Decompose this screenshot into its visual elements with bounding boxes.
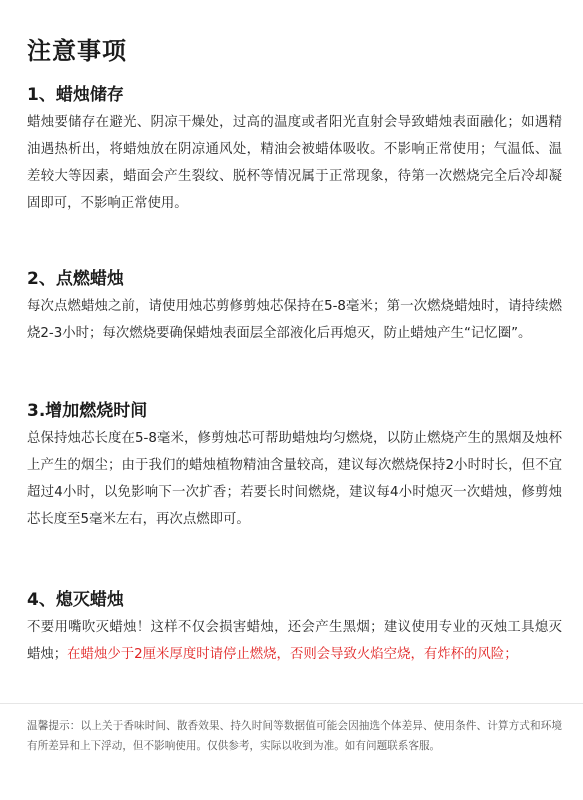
footnote-text: 以上关于香味时间、散香效果、持久时间等数据值可能会因抽选个体差异、使用条件、计算方式和环境有所差异和上下浮动，但不影响使用。仅供参考，实际以收到为准。如有问题联系客服。 xyxy=(27,720,563,752)
section-body: 总保持烛芯长度在5-8毫米，修剪烛芯可帮助蜡烛均匀燃烧，以防止燃烧产生的黑烟及烛杯上产生的烟尘；由于我们的蜡烛植物精油含量较高，建议每次燃烧保持2小时时长，但不宜超过4小时，以免影响下一次扩香；若要长时间燃烧，建议每4小时熄灭一次蜡烛，修剪烛芯长度至5毫米左右，再次点燃即可。 xyxy=(27,431,562,527)
section-body-text: 不要用嘴吹灭蜡烛！这样不仅会损害蜡烛，还会产生黑烟；建议使用专业的灭烛工具熄灭蜡烛； xyxy=(27,620,562,662)
section-candle-storage xyxy=(27,83,562,217)
section-lighting-candle xyxy=(27,267,562,347)
footnote xyxy=(27,716,562,756)
footnote-label: 温馨提示： xyxy=(27,720,81,732)
page-title: 注意事项 xyxy=(27,37,127,65)
section-body: 每次点燃蜡烛之前，请使用烛芯剪修剪烛芯保持在5-8毫米；第一次燃烧蜡烛时，请持续燃烧2-3小时；每次燃烧要确保蜡烛表面层全部液化后再熄灭，防止蜡烛产生“记忆圈”。 xyxy=(27,299,562,341)
section-heading: 3.增加燃烧时间 xyxy=(27,401,148,421)
section-body: 蜡烛要储存在避光、阴凉干燥处，过高的温度或者阳光直射会导致蜡烛表面融化；如遇精油遇热析出，将蜡烛放在阴凉通风处，精油会被蜡体吸收。不影响正常使用；气温低、温差较大等因素，蜡面会产生裂纹、脱杯等情况属于正常现象，待第一次燃烧完全后冷却凝固即可，不影响正常使用。 xyxy=(27,115,562,211)
section-heading: 1、蜡烛储存 xyxy=(27,85,124,105)
section-extinguish-candle xyxy=(27,588,562,668)
warning-text: 在蜡烛少于2厘米厚度时请停止燃烧，否则会导致火焰空烧，有炸杯的风险； xyxy=(67,647,518,662)
section-heading: 2、点燃蜡烛 xyxy=(27,269,124,289)
section-extend-burn-time xyxy=(27,399,562,533)
section-body xyxy=(27,614,562,668)
footer-divider xyxy=(0,703,583,704)
section-heading: 4、熄灭蜡烛 xyxy=(27,590,124,610)
